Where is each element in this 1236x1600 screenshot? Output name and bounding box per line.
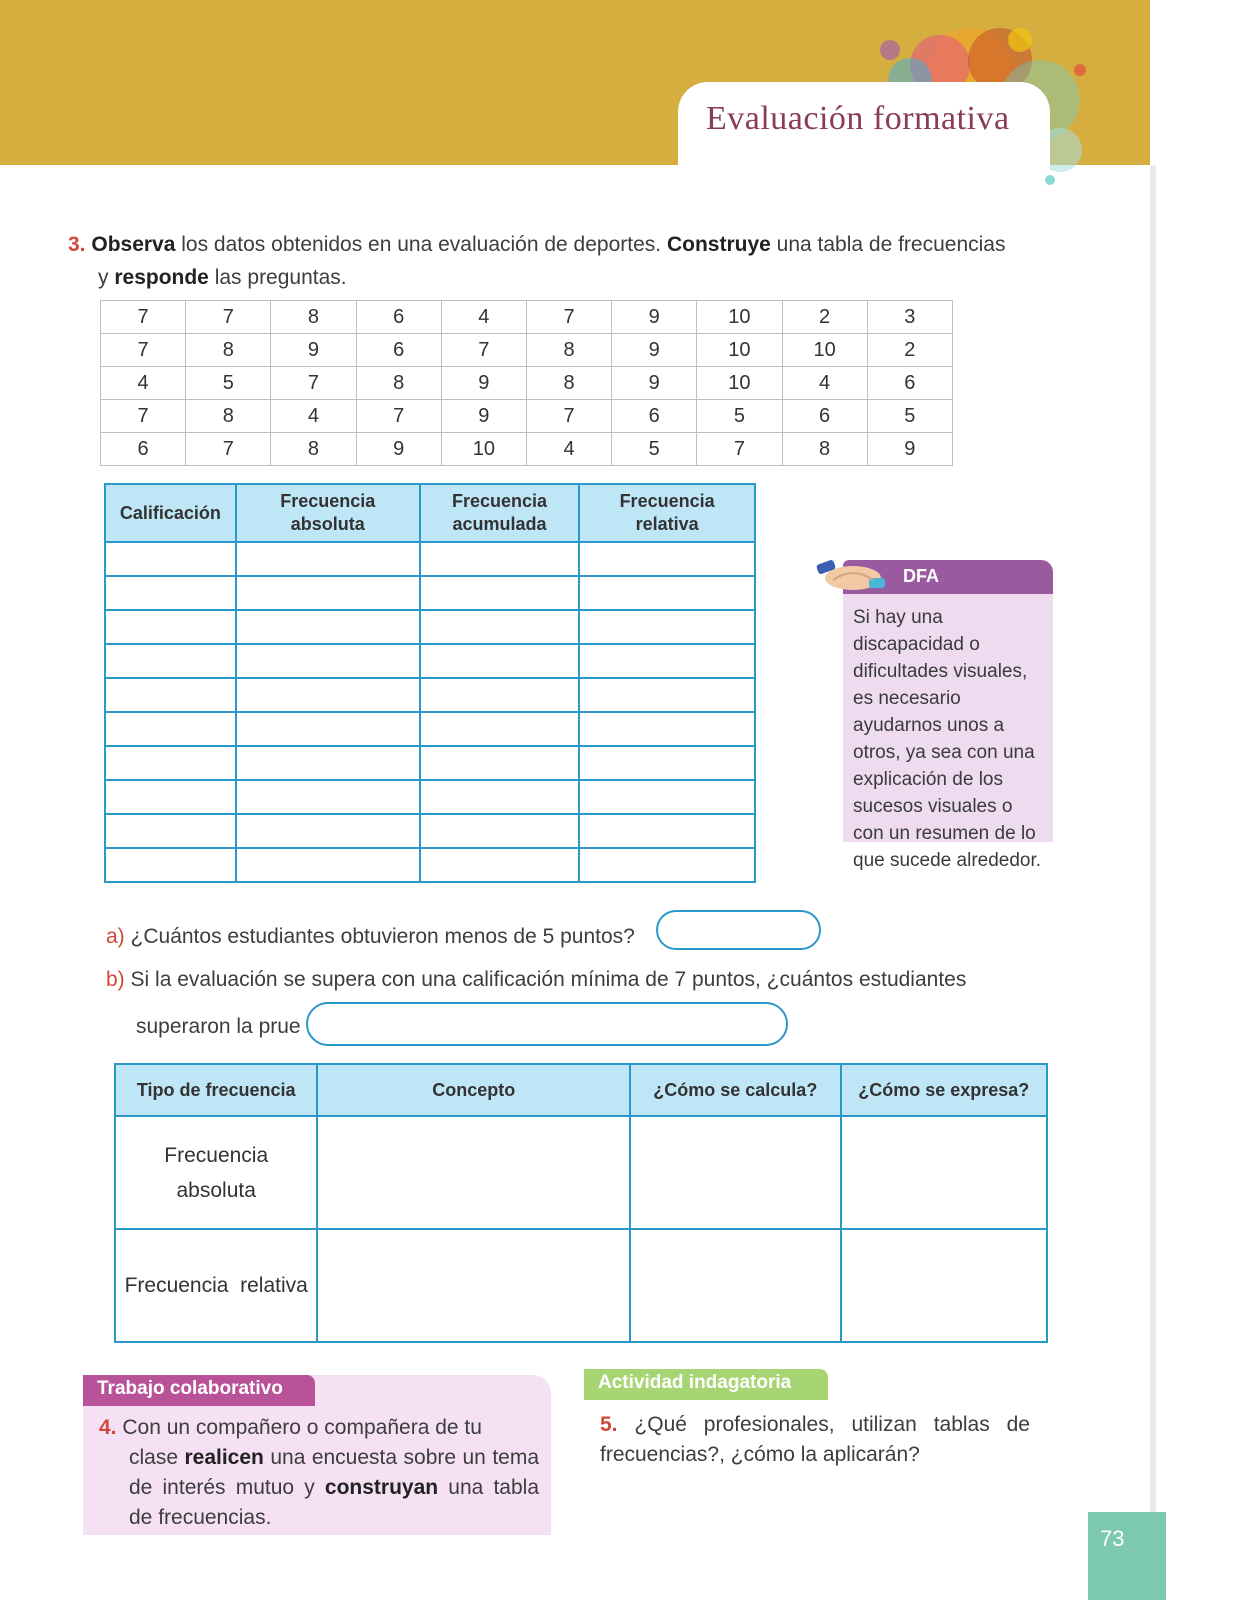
q3-text-4: las preguntas. bbox=[208, 266, 347, 289]
empty-frequency-cell[interactable] bbox=[236, 848, 420, 882]
data-cell: 10 bbox=[697, 301, 782, 334]
empty-frequency-cell[interactable] bbox=[579, 542, 755, 576]
table-row bbox=[101, 433, 953, 466]
empty-frequency-cell[interactable] bbox=[579, 576, 755, 610]
data-cell: 9 bbox=[441, 367, 526, 400]
data-cell: 5 bbox=[186, 367, 271, 400]
verb-construye: Construye bbox=[666, 233, 771, 256]
data-cell: 9 bbox=[612, 301, 697, 334]
empty-frequency-cell[interactable] bbox=[420, 610, 579, 644]
data-cell: 4 bbox=[441, 301, 526, 334]
empty-frequency-cell[interactable] bbox=[105, 542, 236, 576]
empty-frequency-cell[interactable] bbox=[236, 576, 420, 610]
question-b bbox=[106, 968, 966, 992]
section-title: Evaluación formativa bbox=[706, 100, 1010, 137]
data-cell: 7 bbox=[186, 301, 271, 334]
empty-frequency-cell[interactable] bbox=[236, 746, 420, 780]
empty-frequency-cell[interactable] bbox=[105, 780, 236, 814]
data-cell: 9 bbox=[867, 433, 952, 466]
data-cell: 7 bbox=[526, 400, 611, 433]
answer-a-field[interactable] bbox=[656, 910, 821, 950]
helping-hands-icon bbox=[813, 552, 893, 598]
question-a bbox=[106, 925, 635, 949]
table-row bbox=[101, 367, 953, 400]
empty-frequency-cell[interactable] bbox=[420, 678, 579, 712]
collaborative-work-box bbox=[83, 1375, 551, 1535]
data-cell: 4 bbox=[271, 400, 356, 433]
data-cell: 10 bbox=[441, 433, 526, 466]
empty-frequency-cell[interactable] bbox=[236, 644, 420, 678]
data-cell: 5 bbox=[867, 400, 952, 433]
header-calificacion: Calificación bbox=[105, 484, 236, 542]
question-5-text: ¿Qué profesionales, utilizan tablas de frecuencias?, ¿cómo la aplicarán? bbox=[600, 1413, 1030, 1466]
q3-text-1: los datos obtenidos en una evaluación de deportes. bbox=[175, 233, 667, 256]
empty-frequency-cell[interactable] bbox=[105, 814, 236, 848]
empty-frequency-cell[interactable] bbox=[420, 848, 579, 882]
empty-frequency-cell[interactable] bbox=[579, 610, 755, 644]
data-cell: 5 bbox=[697, 400, 782, 433]
data-cell: 9 bbox=[612, 334, 697, 367]
empty-frequency-cell[interactable] bbox=[579, 746, 755, 780]
q3-text-3: y bbox=[98, 266, 115, 289]
header-frecuencia-acumulada: Frecuencia acumulada bbox=[420, 484, 579, 542]
frequency-table bbox=[104, 483, 756, 883]
question-4 bbox=[99, 1413, 539, 1533]
empty-frequency-cell[interactable] bbox=[420, 712, 579, 746]
verb-construyan: construyan bbox=[324, 1476, 439, 1499]
data-cell: 7 bbox=[356, 400, 441, 433]
data-cell: 7 bbox=[697, 433, 782, 466]
data-cell: 6 bbox=[782, 400, 867, 433]
concept-cell[interactable] bbox=[317, 1229, 630, 1342]
page-number: 73 bbox=[1088, 1512, 1166, 1600]
dfa-title: DFA bbox=[903, 566, 939, 586]
dfa-sidebar bbox=[825, 560, 1053, 871]
data-cell: 9 bbox=[356, 433, 441, 466]
empty-frequency-cell[interactable] bbox=[579, 780, 755, 814]
question-4-text-3: una encuesta sobre un tema de interés mutuo y bbox=[129, 1446, 540, 1499]
data-cell: 7 bbox=[441, 334, 526, 367]
empty-frequency-cell[interactable] bbox=[105, 576, 236, 610]
table-row bbox=[105, 746, 755, 780]
table-row bbox=[115, 1116, 1047, 1229]
header-frecuencia-relativa: Frecuencia relativa bbox=[579, 484, 755, 542]
table-row bbox=[101, 400, 953, 433]
empty-frequency-cell[interactable] bbox=[236, 780, 420, 814]
data-cell: 7 bbox=[101, 334, 186, 367]
row-label-text: Frecuencia relativa bbox=[124, 1274, 308, 1297]
table-row bbox=[101, 301, 953, 334]
data-cell: 8 bbox=[186, 400, 271, 433]
empty-frequency-cell[interactable] bbox=[105, 678, 236, 712]
question-4-text-4: una tabla de frecuencias. bbox=[129, 1476, 540, 1529]
raw-data-table bbox=[100, 300, 953, 466]
question-5 bbox=[600, 1410, 1030, 1470]
verb-realicen: realicen bbox=[184, 1446, 264, 1469]
data-cell: 10 bbox=[782, 334, 867, 367]
row-label-frecuencia-absoluta bbox=[115, 1116, 317, 1229]
empty-frequency-cell[interactable] bbox=[236, 678, 420, 712]
empty-frequency-cell[interactable] bbox=[420, 780, 579, 814]
empty-frequency-cell[interactable] bbox=[105, 610, 236, 644]
q3-text-2: una tabla de frecuencias bbox=[770, 233, 1006, 256]
verb-observa: Observa bbox=[91, 233, 176, 256]
empty-frequency-cell[interactable] bbox=[105, 712, 236, 746]
empty-frequency-cell[interactable] bbox=[420, 814, 579, 848]
empty-frequency-cell[interactable] bbox=[420, 644, 579, 678]
dfa-body bbox=[843, 594, 1053, 871]
data-cell: 8 bbox=[526, 367, 611, 400]
data-cell: 2 bbox=[782, 301, 867, 334]
table-row bbox=[105, 610, 755, 644]
verb-responde: responde bbox=[114, 266, 209, 289]
question-b-text: Si la evaluación se supera con una calificación mínima de 7 puntos, ¿cuántos estudiantes bbox=[124, 968, 967, 991]
empty-frequency-cell[interactable] bbox=[579, 678, 755, 712]
empty-frequency-cell[interactable] bbox=[105, 746, 236, 780]
table-row bbox=[101, 334, 953, 367]
question-number: 3. bbox=[68, 233, 86, 256]
header-concepto: Concepto bbox=[317, 1064, 630, 1116]
empty-frequency-cell[interactable] bbox=[420, 576, 579, 610]
table-row bbox=[105, 814, 755, 848]
data-cell: 6 bbox=[612, 400, 697, 433]
table-row bbox=[105, 712, 755, 746]
data-cell: 9 bbox=[271, 334, 356, 367]
data-cell: 8 bbox=[271, 301, 356, 334]
data-cell: 7 bbox=[101, 301, 186, 334]
table-row bbox=[105, 848, 755, 882]
page-edge bbox=[1150, 165, 1156, 1600]
data-cell: 5 bbox=[612, 433, 697, 466]
row-label-text: Frecuencia absoluta bbox=[164, 1143, 269, 1202]
table-row bbox=[105, 780, 755, 814]
question-4-number: 4. bbox=[99, 1416, 117, 1439]
data-cell: 8 bbox=[186, 334, 271, 367]
data-cell: 8 bbox=[782, 433, 867, 466]
question-a-letter: a) bbox=[106, 925, 125, 948]
empty-frequency-cell[interactable] bbox=[579, 814, 755, 848]
table-row bbox=[105, 644, 755, 678]
table-row bbox=[105, 542, 755, 576]
empty-frequency-cell[interactable] bbox=[579, 712, 755, 746]
table-row bbox=[115, 1229, 1047, 1342]
calculation-cell[interactable] bbox=[630, 1116, 840, 1229]
dfa-text: Si hay una discapacidad o dificultades visuales, es necesario ayudarnos unos a otros, ya sea con una explicación de los sucesos visuales o con un resumen de lo que sucede alrededor. bbox=[853, 607, 1042, 871]
data-cell: 8 bbox=[356, 367, 441, 400]
question-5-number: 5. bbox=[600, 1413, 618, 1436]
data-cell: 7 bbox=[271, 367, 356, 400]
question-3 bbox=[68, 228, 1038, 294]
data-cell: 3 bbox=[867, 301, 952, 334]
data-cell: 8 bbox=[271, 433, 356, 466]
data-cell: 4 bbox=[782, 367, 867, 400]
empty-frequency-cell[interactable] bbox=[236, 712, 420, 746]
concept-cell[interactable] bbox=[317, 1116, 630, 1229]
data-cell: 9 bbox=[612, 367, 697, 400]
empty-frequency-cell[interactable] bbox=[420, 542, 579, 576]
data-cell: 6 bbox=[867, 367, 952, 400]
section-title-tab bbox=[678, 82, 1050, 172]
collaborative-work-label: Trabajo colaborativo bbox=[83, 1375, 315, 1406]
empty-frequency-cell[interactable] bbox=[105, 644, 236, 678]
empty-frequency-cell[interactable] bbox=[420, 746, 579, 780]
data-cell: 4 bbox=[101, 367, 186, 400]
data-cell: 6 bbox=[101, 433, 186, 466]
frequency-type-table bbox=[114, 1063, 1048, 1343]
data-cell: 10 bbox=[697, 334, 782, 367]
table-row bbox=[105, 678, 755, 712]
header-frecuencia-absoluta: Frecuencia absoluta bbox=[236, 484, 420, 542]
data-cell: 8 bbox=[526, 334, 611, 367]
research-activity-label: Actividad indagatoria bbox=[584, 1369, 828, 1400]
empty-frequency-cell[interactable] bbox=[236, 814, 420, 848]
empty-frequency-cell[interactable] bbox=[236, 542, 420, 576]
calculation-cell[interactable] bbox=[630, 1229, 840, 1342]
table-row bbox=[105, 576, 755, 610]
empty-frequency-cell[interactable] bbox=[579, 848, 755, 882]
data-cell: 2 bbox=[867, 334, 952, 367]
header-como-se-calcula: ¿Cómo se calcula? bbox=[630, 1064, 840, 1116]
data-cell: 6 bbox=[356, 301, 441, 334]
data-cell: 6 bbox=[356, 334, 441, 367]
question-4-text-1: Con un compañero o compañera de tu bbox=[116, 1416, 482, 1439]
empty-frequency-cell[interactable] bbox=[579, 644, 755, 678]
header-como-se-expresa: ¿Cómo se expresa? bbox=[841, 1064, 1047, 1116]
question-4-text-2: clase bbox=[129, 1446, 185, 1469]
data-cell: 7 bbox=[186, 433, 271, 466]
empty-frequency-cell[interactable] bbox=[105, 848, 236, 882]
data-cell: 7 bbox=[101, 400, 186, 433]
expression-cell[interactable] bbox=[841, 1229, 1047, 1342]
data-cell: 7 bbox=[526, 301, 611, 334]
data-cell: 9 bbox=[441, 400, 526, 433]
question-a-text: ¿Cuántos estudiantes obtuvieron menos de 5 puntos? bbox=[124, 925, 635, 948]
data-cell: 10 bbox=[697, 367, 782, 400]
expression-cell[interactable] bbox=[841, 1116, 1047, 1229]
data-cell: 4 bbox=[526, 433, 611, 466]
question-b-letter: b) bbox=[106, 968, 125, 991]
row-label-frecuencia-relativa bbox=[115, 1229, 317, 1342]
answer-b-field[interactable] bbox=[306, 1002, 788, 1046]
empty-frequency-cell[interactable] bbox=[236, 610, 420, 644]
header-tipo-frecuencia: Tipo de frecuencia bbox=[115, 1064, 317, 1116]
question-b-line-2: superaron la prue bbox=[136, 1015, 301, 1038]
